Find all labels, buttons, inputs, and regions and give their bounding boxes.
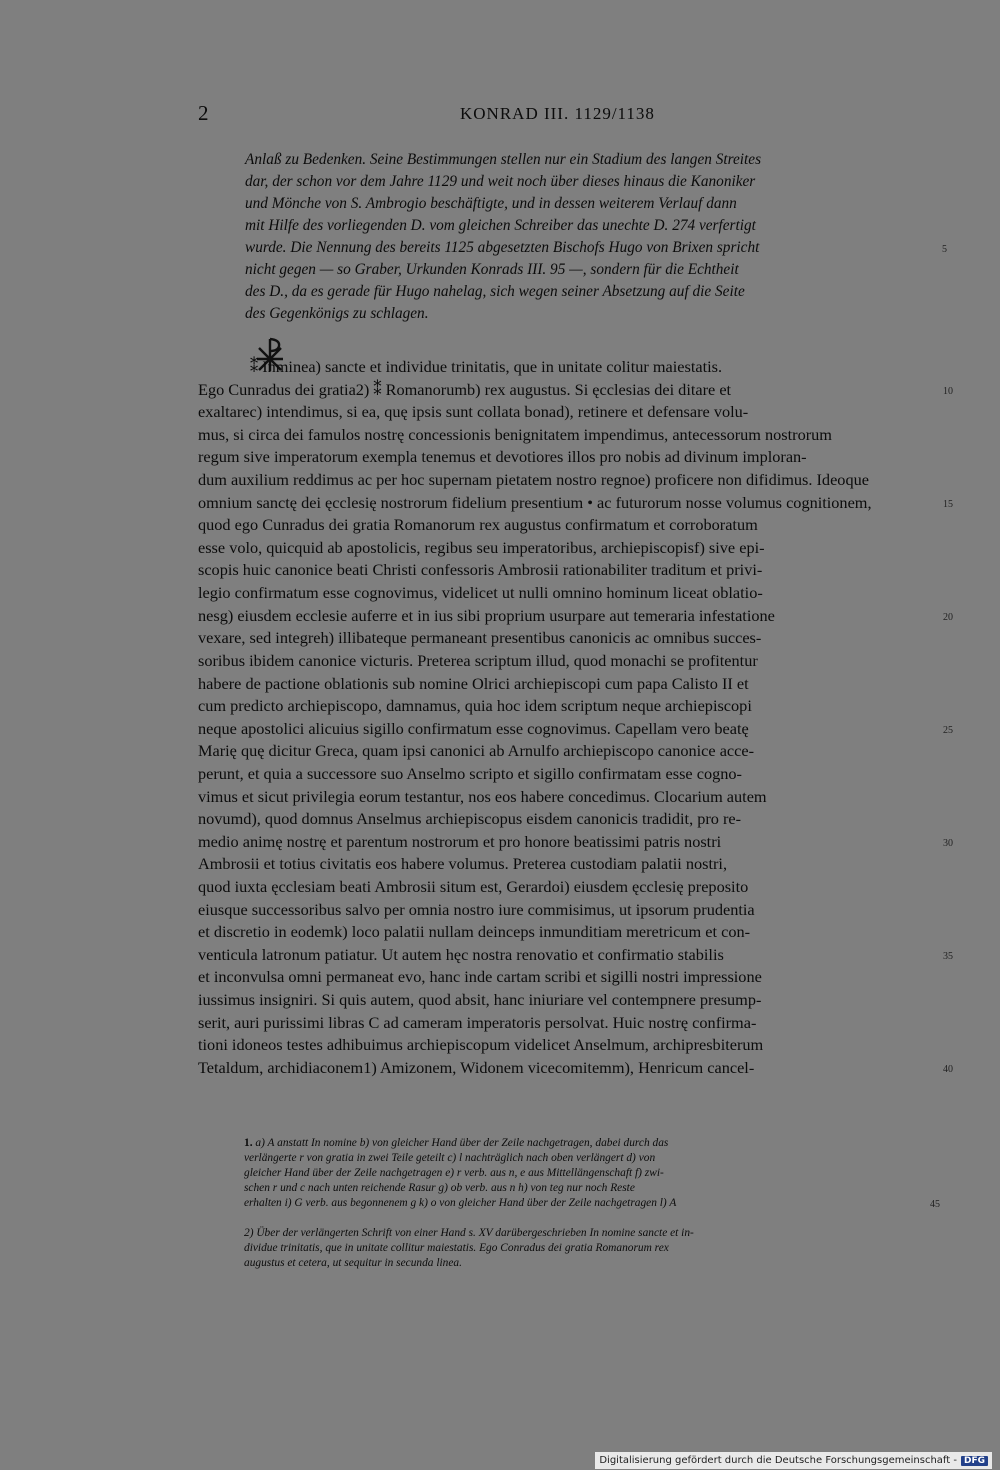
- text-line: [245, 193, 925, 215]
- line-text: vexare, sed integreh) illibateque permaneant presentibus canonicis ac omnibus succes-: [198, 628, 762, 648]
- line-text: soribus ibidem canonice victuris. Preterea scriptum illud, quod monachi se profitentur: [198, 650, 758, 670]
- line-text: wurde. Die Nennung des bereits 1125 abgesetzten Bischofs Hugo von Brixen spricht: [245, 239, 760, 256]
- dfg-logo-icon: DFG: [961, 1456, 988, 1466]
- text-line: [198, 582, 924, 605]
- text-line: [198, 559, 924, 582]
- line-text: habere de pactione oblationis sub nomine Olrici archiepiscopi cum papa Calisto II et: [198, 673, 749, 693]
- line-number: 40: [943, 1063, 953, 1075]
- line-text: 2) Über der verlängerten Schrift von einer Hand s. XV darübergeschrieben In nomine sancte et in-: [244, 1227, 694, 1239]
- text-line: [245, 215, 925, 237]
- text-line: [244, 1196, 940, 1211]
- text-line: [198, 605, 953, 628]
- text-line: [198, 831, 953, 854]
- line-text: augustus et cetera, ut sequitur in secunda linea.: [244, 1257, 462, 1269]
- line-number: 20: [943, 611, 953, 623]
- text-line: [198, 492, 953, 515]
- line-text: perunt, et quia a successore suo Anselmo scripto et sigillo confirmatam esse cogno-: [198, 763, 742, 783]
- line-text: Ambrosii et totius civitatis eos habere volumus. Preterea custodiam palatii nostri,: [198, 854, 728, 874]
- text-line: [198, 876, 924, 899]
- line-text: schen r und c nach unten reichende Rasur g) ob verb. aus n h) von teg nur noch Reste: [244, 1182, 635, 1194]
- line-text: des Gegenkönigs zu schlagen.: [245, 305, 429, 322]
- line-text: novumd), quod domnus Anselmus archiepiscopus eisdem canonicis tradidit, pro re-: [198, 809, 742, 829]
- footnote-label: 1.: [244, 1137, 253, 1149]
- text-line: [198, 356, 924, 379]
- line-text: Ego Cunradus dei gratia2) ⁑ Romanorumb) rex augustus. Si ęcclesias dei ditare et: [198, 379, 732, 399]
- text-line: [198, 695, 924, 718]
- text-line: [244, 1181, 924, 1196]
- text-line: [198, 514, 924, 537]
- charter-text: [198, 356, 953, 1080]
- text-line: [244, 1226, 924, 1241]
- line-text: dar, der schon vor dem Jahre 1129 und weit noch über dieses hinaus die Kanoniker: [245, 173, 756, 190]
- text-line: [198, 379, 953, 402]
- text-line: [198, 786, 924, 809]
- line-number: 15: [943, 498, 953, 510]
- line-text: regum sive imperatorum exempla tenemus et devotiores illos pro nobis ad divinum imploran-: [198, 447, 807, 467]
- line-text: a) A anstatt In nomine b) von gleicher Hand über der Zeile nachgetragen, dabei durch das: [255, 1137, 669, 1149]
- text-line: [198, 966, 924, 989]
- footnote-block-1: [244, 1136, 940, 1211]
- running-head: KONRAD III. 1129/1138: [460, 104, 655, 123]
- text-line: [198, 446, 924, 469]
- line-text: dum auxilium reddimus ac per hoc supernam pietatem nostro regnoe) proficere non difidimus. Ideoque: [198, 470, 869, 490]
- line-text: et discretio in eodemk) loco palatii nullam deinceps inmunditiam meretricum et con-: [198, 922, 751, 942]
- line-text: serit, auri purissimi libras C ad cameram imperatoris persolvat. Huic nostrę confirma-: [198, 1012, 757, 1032]
- text-line: [198, 1012, 924, 1035]
- line-text: vimus et sicut privilegia eorum testantur, nos eos habere concedimus. Clocarium autem: [198, 786, 767, 806]
- line-text: eiusque successoribus salvo per omnia nostro iure commisimus, ut ipsorum prudentia: [198, 899, 755, 919]
- line-text: exaltarec) intendimus, si ea, quę ipsis sunt collata bonad), retinere et defensare volu-: [198, 402, 749, 422]
- text-line: [198, 537, 924, 560]
- text-line: [198, 650, 924, 673]
- text-line: [245, 237, 947, 259]
- line-text: Tetaldum, archidiaconem1) Amizonem, Widonem vicecomitemm), Henricum cancel-: [198, 1057, 755, 1077]
- text-line: [244, 1256, 924, 1271]
- text-line: [244, 1151, 924, 1166]
- line-text: nesg) eiusdem ecclesie auferre et in ius sibi proprium usurpare aut temeraria infestatione: [198, 605, 775, 625]
- text-line: [198, 944, 953, 967]
- text-line: [198, 469, 924, 492]
- footer-text: Digitalisierung gefördert durch die Deutsche Forschungsgemeinschaft -: [599, 1455, 957, 1466]
- line-text: des D., da es gerade für Hugo nahelag, sich wegen seiner Absetzung auf die Seite: [245, 283, 745, 300]
- line-number: 30: [943, 837, 953, 849]
- line-text: omnium sanctę dei ęcclesię nostrorum fidelium presentium • ac futurorum nosse volumus cognitionem,: [198, 492, 872, 512]
- text-line: [198, 899, 924, 922]
- line-text: dividue trinitatis, que in unitate collitur maiestatis. Ego Conradus dei gratia Romanorum rex: [244, 1242, 669, 1254]
- line-text: Marię quę dicitur Greca, quam ipsi canonici ab Arnulfo archiepiscopo canonice acce-: [198, 741, 755, 761]
- line-text: und Mönche von S. Ambrogio beschäftigte, und in dessen weiterem Verlauf dann: [245, 195, 737, 212]
- line-number: 25: [943, 724, 953, 736]
- page-number: 2: [198, 101, 209, 125]
- text-line: [244, 1166, 924, 1181]
- line-text: esse volo, quicquid ab apostolicis, regibus seu imperatoribus, archiepiscopisf) sive epi-: [198, 537, 765, 557]
- text-line: [198, 989, 924, 1012]
- line-text: legio confirmatum esse cognovimus, videlicet ut nulli omnino hominum liceat oblatio-: [198, 583, 763, 603]
- line-text: nicht gegen — so Graber, Urkunden Konrads III. 95 —, sondern für die Echtheit: [245, 261, 739, 278]
- text-line: [198, 424, 924, 447]
- footnote-block-2: [244, 1226, 924, 1271]
- line-number: 35: [943, 950, 953, 962]
- text-line: [245, 281, 925, 303]
- text-line: [244, 1241, 924, 1256]
- line-text: iussimus insigniri. Si quis autem, quod absit, hanc iniuriare vel contempnere presump-: [198, 990, 762, 1010]
- line-number: 5: [942, 244, 947, 255]
- line-text: tioni idoneos testes adhibuimus archiepiscopum videlicet Anselmum, archipresbiterum: [198, 1035, 764, 1055]
- text-line: [245, 171, 925, 193]
- text-line: [198, 673, 924, 696]
- intro-paragraph: [245, 149, 947, 325]
- text-line: [198, 1057, 953, 1080]
- text-line: [198, 853, 924, 876]
- text-line: [245, 259, 925, 281]
- line-number: 10: [943, 385, 953, 397]
- text-line: [198, 1034, 924, 1057]
- line-text: venticula latronum patiatur. Ut autem hęc nostra renovatio et confirmatio stabilis: [198, 944, 724, 964]
- text-line: [198, 740, 924, 763]
- line-text: quod iuxta ęcclesiam beati Ambrosii situm est, Gerardoi) eiusdem ęcclesię preposito: [198, 877, 749, 897]
- text-line: [245, 149, 925, 171]
- line-text: verlängerte r von gratia in zwei Teile geteilt c) l nachträglich nach oben verlängert d) von: [244, 1152, 656, 1164]
- text-line: [198, 718, 953, 741]
- line-text: gleicher Hand über der Zeile nachgetragen e) r verb. aus n, e aus Mittellängenschaft f) zwi-: [244, 1167, 664, 1179]
- text-line: [198, 921, 924, 944]
- text-line: [244, 1136, 924, 1151]
- line-text: cum predicto archiepiscopo, damnamus, quia hoc idem scriptum neque archiepiscopi: [198, 696, 752, 716]
- line-text: et inconvulsa omni permaneat evo, hanc inde cartam scribi et sigilli nostri impressione: [198, 967, 762, 987]
- line-text: scopis huic canonice beati Christi confessoris Ambrosii rationabiliter traditum et privi-: [198, 560, 763, 580]
- line-text: quod ego Cunradus dei gratia Romanorum rex augustus confirmatum et corroboratum: [198, 515, 758, 535]
- text-line: [198, 627, 924, 650]
- line-text: medio animę nostrę et parentum nostrorum et pro honore beatissimi patris nostri: [198, 831, 722, 851]
- line-text: erhalten i) G verb. aus begonnenem g k) o von gleicher Hand über der Zeile nachgetragen l) A: [244, 1197, 677, 1209]
- line-text: neque apostolici alicuius sigillo confirmatum esse cognovimus. Capellam vero beatę: [198, 718, 749, 738]
- text-line: [245, 303, 925, 325]
- text-line: [198, 763, 924, 786]
- line-text: mus, si circa dei famulos nostrę concessionis benignitatem impendimus, antecessorum nostrorum: [198, 424, 832, 444]
- text-line: [198, 401, 924, 424]
- line-text: ⁑ Inminea) sancte et individue trinitatis, que in unitate colitur maiestatis.: [250, 357, 723, 376]
- text-line: [198, 808, 924, 831]
- line-text: mit Hilfe des vorliegenden D. vom gleichen Schreiber das unechte D. 274 verfertigt: [245, 217, 756, 234]
- line-number: 45: [930, 1199, 940, 1210]
- line-text: Anlaß zu Bedenken. Seine Bestimmungen stellen nur ein Stadium des langen Streites: [245, 151, 762, 168]
- footer-credit: [595, 1452, 992, 1469]
